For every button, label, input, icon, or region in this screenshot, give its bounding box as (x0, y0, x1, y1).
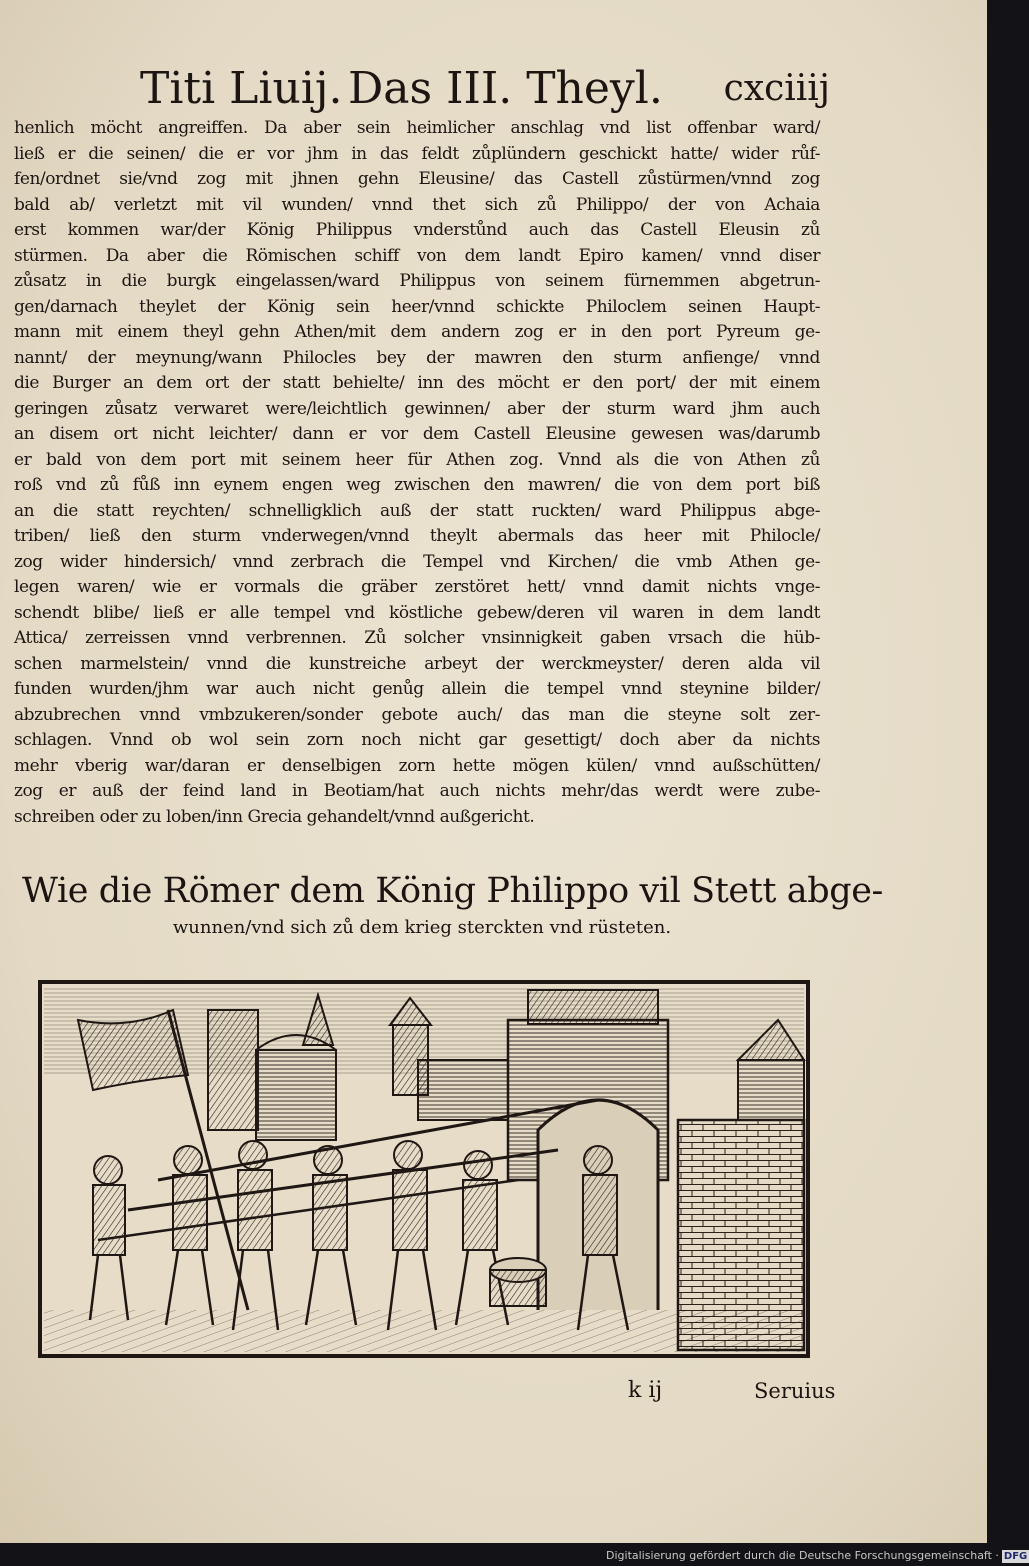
running-head (140, 62, 830, 116)
text-line: mann mit einem theyl gehn Athen/mit dem andern zog er in den port Pyreum ge- (14, 322, 820, 342)
text-line: legen waren/ wie er vormals die gräber zerstöret hett/ vnnd damit nichts vnge- (14, 577, 820, 597)
section-heading-line-1: Wie die Römer dem König Philippo vil Stett abge- (22, 871, 883, 911)
text-line: funden wurden/jhm war auch nicht genůg allein die tempel vnnd steynine bilder/ (14, 679, 820, 699)
text-line: schen marmelstein/ vnnd die kunstreiche arbeyt der werckmeyster/ deren alda vil (14, 653, 820, 674)
text-line: ließ er die seinen/ die er vor jhm in das feldt zůplündern geschickt hatte/ wider růf- (14, 143, 820, 164)
text-line: zog er auß der feind land in Beotiam/hat auch nichts mehr/das werdt were zube- (14, 781, 820, 801)
text-line: zog wider hindersich/ vnnd zerbrach die Tempel vnd Kirchen/ die vmb Athen ge- (14, 551, 820, 572)
text-line: geringen zůsatz verwaret were/leichtlich gewinnen/ aber der sturm ward jhm auch (14, 398, 820, 419)
signature-mark: k ij (628, 1378, 663, 1403)
section-heading-line-2: wunnen/vnd sich zů dem krieg sterckten vnd rüsteten. (172, 917, 672, 938)
text-line: bald ab/ verletzt mit vil wunden/ vnnd thet sich zů Philippo/ der von Achaia (14, 194, 820, 215)
text-line: roß vnd zů fůß inn eynem engen weg zwischen den mawren/ die von dem port biß (14, 475, 820, 495)
text-line: schlagen. Vnnd ob wol sein zorn noch nicht gar gesettigt/ doch aber da nichts (14, 730, 820, 750)
folio-number: cxciiij (723, 68, 830, 109)
text-line: nannt/ der meynung/wann Philocles bey der mawren den sturm anfienge/ vnnd (14, 347, 820, 368)
text-line: triben/ ließ den sturm vnderwegen/vnnd theylt abermals das heer mit Philocle/ (14, 526, 820, 546)
digitization-credit (606, 1548, 1028, 1564)
text-line: an die statt reychten/ schnelligklich auß der statt ruckten/ ward Philippus abge- (14, 500, 820, 521)
text-line: henlich möcht angreiffen. Da aber sein heimlicher anschlag vnd list offenbar ward/ (14, 118, 820, 138)
text-line: abzubrechen vnnd vmbzukeren/sonder gebote auch/ das man die steyne solt zer- (14, 704, 820, 725)
text-line: stürmen. Da aber die Römischen schiff von dem landt Epiro kamen/ vnnd diser (14, 245, 820, 266)
text-line: fen/ordnet sie/vnd zog mit jhnen gehn Eleusine/ das Castell zůstürmen/vnnd zog (14, 169, 820, 189)
running-head-author: Titi Liuij. (140, 63, 343, 114)
section-heading (22, 868, 883, 942)
text-line: erst kommen war/der König Philippus vnderstůnd auch das Castell Eleusin zů (14, 220, 820, 240)
credit-text: Digitalisierung gefördert durch die Deutsche Forschungsgemeinschaft · (606, 1549, 999, 1562)
woodcut-illustration (38, 980, 810, 1358)
text-line: mehr vberig war/daran er denselbigen zorn hette mögen külen/ vnnd außschütten/ (14, 755, 820, 776)
text-line-last: schreiben oder zu loben/inn Grecia gehandelt/vnnd außgericht. (14, 806, 535, 827)
text-line: an disem ort nicht leichter/ dann er vor dem Castell Eleusine gewesen was/darumb (14, 424, 820, 444)
running-head-part: Das III. Theyl. (348, 63, 663, 114)
text-line: zůsatz in die burgk eingelassen/ward Philippus von seinem fürnemmen abgetrun- (14, 271, 820, 291)
text-line: die Burger an dem ort der statt behielte/ inn des möcht er den port/ der mit einem (14, 373, 820, 393)
text-line: er bald von dem port mit seinem heer für Athen zog. Vnnd als die von Athen zů (14, 449, 820, 470)
body-text (14, 116, 820, 830)
text-line: Attica/ zerreissen vnnd verbrennen. Zů solcher vnsinnigkeit gaben vrsach die hüb- (14, 628, 820, 648)
dfg-logo: DFG (1003, 1551, 1028, 1562)
text-line: schendt blibe/ ließ er alle tempel vnd köstliche gebew/deren vil waren in dem landt (14, 602, 820, 623)
catchword: Seruius (754, 1379, 836, 1403)
text-line: gen/darnach theylet der König sein heer/vnnd schickte Philoclem seinen Haupt- (14, 296, 820, 317)
